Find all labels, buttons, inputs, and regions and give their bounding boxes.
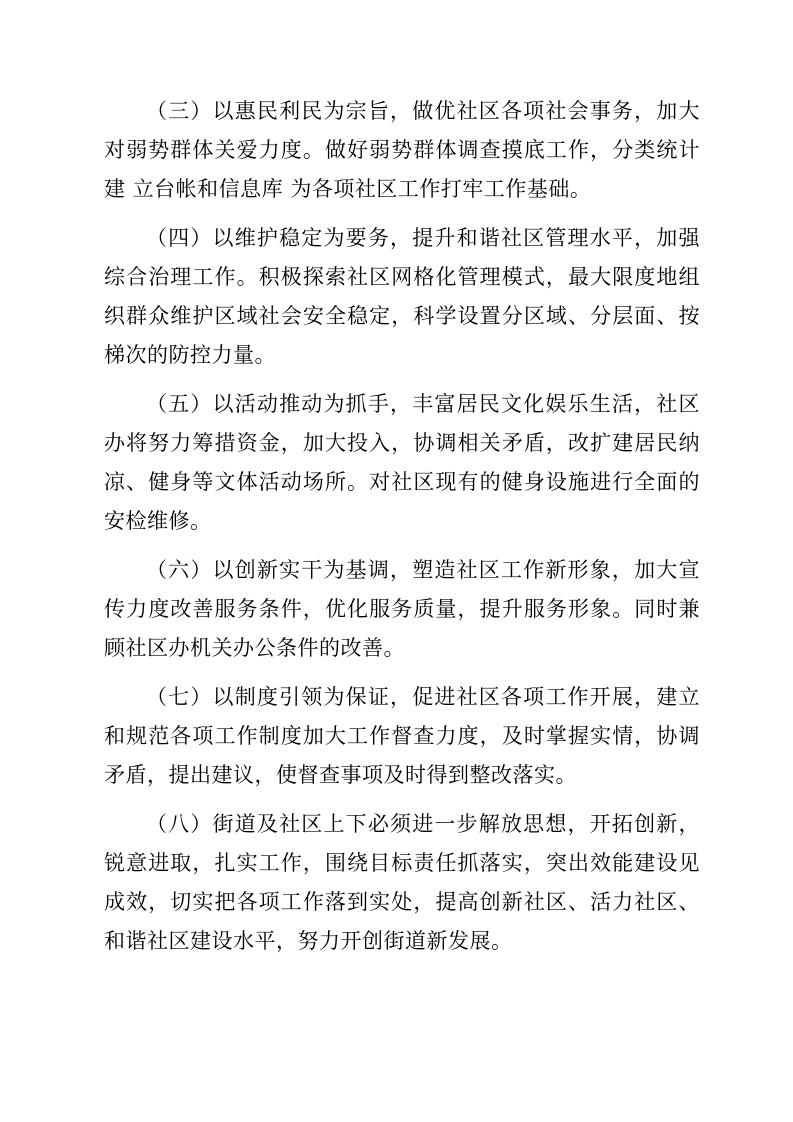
document-body <box>104 92 700 971</box>
paragraph-5: （五）以活动推动为抓手，丰富居民文化娱乐生活，社区办将努力筹措资金，加大投入，协调相关矛盾，改扩建居民纳凉、健身等文体活动场所。对社区现有的健身设施进行全面的安检维修。 <box>104 392 700 533</box>
paragraph-4: （四）以维护稳定为要务，提升和谐社区管理水平，加强综合治理工作。积极探索社区网格化管理模式，最大限度地组织群众维护区域社会安全稳定，科学设置分区域、分层面、按梯次的防控力量。 <box>104 226 700 367</box>
paragraph-3: （三）以惠民利民为宗旨，做优社区各项社会事务，加大对弱势群体关爱力度。做好弱势群体调查摸底工作，分类统计 建 立台帐和信息库 为各项社区工作打牢工作基础。 <box>104 99 700 201</box>
paragraph-8: （八）街道及社区上下必须进一步解放思想，开拓创新，锐意进取，扎实工作，围绕目标责任抓落实，突出效能建设见成效，切实把各项工作落到实处，提高创新社区、活力社区、和谐社区建设水平，努力开创街道新发展。 <box>104 812 700 953</box>
paragraph-6: （六）以创新实干为基调，塑造社区工作新形象，加大宣传力度改善服务条件，优化服务质量，提升服务形象。同时兼顾社区办机关办公条件的改善。 <box>104 558 700 660</box>
paragraph-7: （七）以制度引领为保证，促进社区各项工作开展，建立和规范各项工作制度加大工作督查力度，及时掌握实情，协调矛盾，提出建议，使督查事项及时得到整改落实。 <box>104 685 700 787</box>
